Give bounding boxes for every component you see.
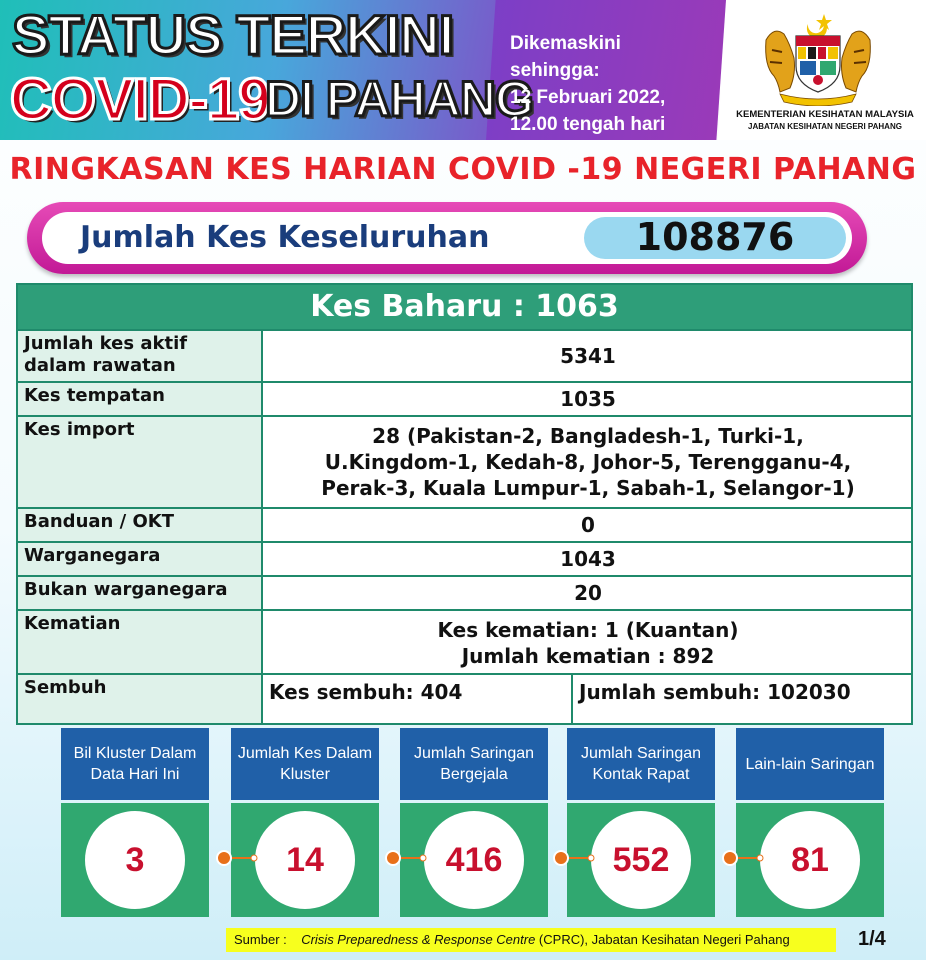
table-row (18, 415, 911, 507)
source-rest: (CPRC), Jabatan Kesihatan Negeri Pahang (535, 932, 790, 947)
connector-dot-icon (214, 848, 258, 868)
table-row (18, 381, 911, 415)
connector-dot-icon (720, 848, 764, 868)
row-label: Bukan warganegara (18, 577, 263, 609)
source-org: Crisis Preparedness & Response Centre (301, 932, 536, 947)
update-label: Dikemaskini sehingga: (510, 33, 621, 81)
update-time: 12.00 tengah hari (510, 114, 666, 135)
row-label: Kematian (18, 611, 263, 673)
recovered-today: Kes sembuh: 404 (265, 675, 573, 723)
row-value: 20 (574, 581, 602, 605)
update-info (510, 30, 710, 138)
row-label: Kes import (18, 417, 263, 507)
daily-cases-table (16, 283, 913, 725)
source-note (226, 928, 836, 952)
banner-title-line1: STATUS TERKINI (12, 3, 454, 66)
table-row (18, 541, 911, 575)
source-label: Sumber : (234, 932, 287, 947)
import-line3: Perak-3, Kuala Lumpur-1, Sabah-1, Selangor-1) (321, 476, 855, 500)
cluster-card (61, 803, 209, 917)
new-cases-header: Kes Baharu : 1063 (18, 285, 911, 329)
row-value-import (265, 417, 911, 507)
cluster-card-label: Bil Kluster Dalam Data Hari Ini (61, 728, 209, 800)
cluster-card-value: 3 (85, 811, 185, 909)
row-label: Jumlah kes aktif dalam rawatan (18, 331, 263, 381)
cluster-card-label: Lain-lain Saringan (736, 728, 884, 800)
banner-title-region: DI PAHANG (265, 71, 533, 127)
row-value: 5341 (560, 344, 616, 368)
connector-dot-icon (383, 848, 427, 868)
cluster-card-value: 81 (760, 811, 860, 909)
table-row (18, 507, 911, 541)
cluster-card-value: 14 (255, 811, 355, 909)
cluster-card-label: Jumlah Saringan Bergejala (400, 728, 548, 800)
total-cases-label: Jumlah Kes Keseluruhan (80, 220, 490, 255)
ministry-line1: KEMENTERIAN KESIHATAN MALAYSIA (736, 109, 914, 120)
row-value-deaths (265, 611, 911, 673)
coat-of-arms-icon (760, 10, 876, 106)
cluster-card-label: Jumlah Kes Dalam Kluster (231, 728, 379, 800)
row-value-recovered (265, 675, 911, 723)
import-line1: 28 (Pakistan-2, Bangladesh-1, Turki-1, (372, 424, 804, 448)
table-row (18, 575, 911, 609)
update-date: 12 Februari 2022, (510, 87, 666, 108)
total-cases-pill (27, 202, 867, 274)
total-cases-inner (42, 212, 852, 264)
total-cases-value: 108876 (635, 215, 795, 259)
row-label: Sembuh (18, 675, 263, 723)
page-number: 1/4 (858, 928, 886, 950)
banner-title-covid: COVID-19 (10, 67, 270, 132)
recovered-total: Jumlah sembuh: 102030 (579, 680, 851, 704)
page-title: RINGKASAN KES HARIAN COVID -19 NEGERI PAHANG (9, 152, 917, 187)
deaths-line2: Jumlah kematian : 892 (461, 644, 715, 668)
table-row (18, 609, 911, 673)
connector-dot-icon (551, 848, 595, 868)
table-row (18, 673, 911, 723)
cluster-card-value: 552 (591, 811, 691, 909)
table-row (18, 329, 911, 381)
cluster-card-label: Jumlah Saringan Kontak Rapat (567, 728, 715, 800)
header-banner (0, 0, 926, 140)
ministry-line2: JABATAN KESIHATAN NEGERI PAHANG (748, 122, 902, 131)
cluster-card-value: 416 (424, 811, 524, 909)
total-cases-value-box (584, 217, 846, 259)
ministry-name (724, 109, 926, 132)
deaths-line1: Kes kematian: 1 (Kuantan) (437, 618, 739, 642)
import-line2: U.Kingdom-1, Kedah-8, Johor-5, Terengganu-4, (324, 450, 852, 474)
row-value: 1043 (560, 547, 616, 571)
row-label: Banduan / OKT (18, 509, 263, 541)
row-value: 0 (581, 513, 595, 537)
row-label: Kes tempatan (18, 383, 263, 415)
row-value: 1035 (560, 387, 616, 411)
row-label: Warganegara (18, 543, 263, 575)
